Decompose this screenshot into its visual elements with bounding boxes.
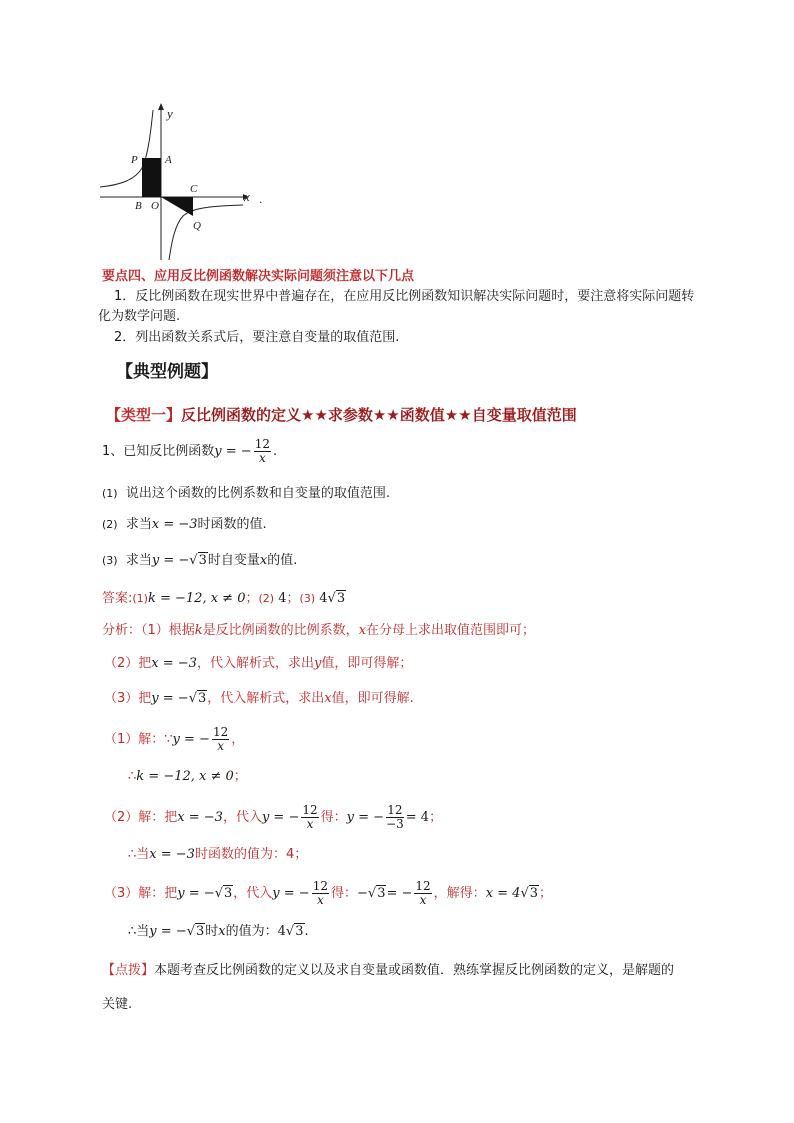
- answer-3-num: (3): [299, 592, 316, 605]
- solution-3-frac2: [414, 880, 431, 907]
- triangle-ocq: [161, 197, 193, 216]
- solution-3b-root: 3: [195, 924, 205, 939]
- solution-2-res: = 4: [405, 810, 430, 825]
- q1-frac-num: 12: [254, 437, 270, 451]
- analysis-3-x: x: [324, 691, 332, 706]
- analysis-3-post: 值，即可得解.: [331, 691, 414, 706]
- solution-3-den2: x: [419, 893, 427, 907]
- solution-3-lhs: −: [356, 886, 368, 901]
- solution-2b: [128, 846, 307, 864]
- solution-3-de: 得：: [330, 886, 357, 901]
- solution-3b-x: x: [218, 924, 226, 939]
- label-x: x: [244, 189, 250, 204]
- q1-p3-post-b: 的值.: [267, 553, 298, 568]
- solution-2-pre: （2）解：把: [104, 810, 178, 825]
- solution-3-post: ；: [539, 886, 553, 901]
- label-dot: .: [259, 193, 263, 206]
- q1-p3-math: y = −: [151, 553, 190, 568]
- analysis-1-pre: 分析：（1）根据: [102, 623, 195, 638]
- section-heading: 【典型例题】: [116, 362, 218, 382]
- solution-1-post: ，: [231, 732, 245, 747]
- answer-3-root: 3: [336, 591, 346, 606]
- solution-3-res: x = 4: [485, 886, 521, 901]
- tip-line-1: [102, 962, 674, 980]
- solution-1b-math: k = −12, x ≠ 0: [136, 769, 234, 784]
- point4-item1-line2: 化为数学问题.: [98, 309, 181, 324]
- solution-3-math: y = −: [177, 886, 215, 901]
- solution-3b-pre: ∴当: [128, 924, 150, 939]
- solution-3b-end: .: [304, 924, 309, 939]
- solution-2-post: ；: [429, 810, 443, 825]
- question-1-part-2: [102, 516, 267, 534]
- solution-2-num2: 12: [387, 803, 403, 817]
- analysis-2-math: x = −3: [151, 656, 197, 671]
- solution-3-eq: y = −: [272, 886, 310, 901]
- solution-2-math: x = −3: [177, 810, 223, 825]
- q1-p2-num: (2): [102, 518, 118, 531]
- solution-2-eq: y = −: [261, 810, 300, 825]
- label-o: O: [151, 200, 159, 212]
- solution-1-pre: （1）解：∵: [104, 732, 173, 747]
- q1-p2-pre: 求当: [125, 517, 152, 532]
- q1-dot: .: [272, 444, 278, 459]
- analysis-2-y: y: [313, 656, 322, 671]
- solution-2-eq2: y = −: [346, 810, 385, 825]
- solution-3b-val: 4: [277, 924, 286, 939]
- q1-prefix: 1、已知反比例函数: [102, 444, 215, 459]
- q1-p3-var: x: [259, 553, 268, 568]
- answer-sep-1: ；: [245, 591, 259, 606]
- analysis-1-post: 在分母上求出取值范围即可；: [366, 623, 536, 638]
- q1-p3-num: (3): [102, 554, 118, 567]
- answer-label: 答案:: [102, 591, 133, 606]
- label-q: Q: [193, 220, 201, 232]
- solution-1-math: y = −: [172, 732, 210, 747]
- solution-3-mid: ，代入: [233, 886, 273, 901]
- solution-2-frac2: [386, 804, 404, 831]
- q1-p3-pre: 求当: [125, 553, 152, 568]
- tip-line-2: 关键.: [102, 997, 133, 1012]
- label-b: B: [135, 200, 142, 212]
- analysis-line-2: [104, 655, 412, 673]
- type1-bracket: 【类型一】: [106, 406, 182, 424]
- solution-2b-math: x = −3: [149, 847, 195, 862]
- solution-2-de: 得：: [320, 810, 347, 825]
- q1-frac-den: x: [258, 451, 266, 465]
- solution-3: （3）解：把y = −√3，代入y = − $\frac{12}{x}$ 得：−√3= − $\frac{12}{x}$ ，解得：x = 4√3；: [104, 879, 553, 907]
- solution-2-frac: [301, 804, 318, 831]
- point4-title: 要点四、应用反比例函数解决实际问题须注意以下几点: [102, 269, 415, 284]
- solution-1b: [128, 768, 247, 786]
- label-c: C: [190, 183, 198, 195]
- analysis-3-root: 3: [197, 691, 207, 706]
- answer-2-num: (2): [258, 592, 275, 605]
- analysis-1-mid: 是反比例函数的比例系数，: [202, 623, 359, 638]
- hyperbola-branch-lower-right: [169, 205, 243, 260]
- solution-3-rroot: 3: [529, 886, 539, 901]
- point4-item2: 2．列出函数关系式后，要注意自变量的取值范围.: [114, 330, 400, 345]
- solution-3-den: x: [316, 893, 324, 907]
- solution-2b-post: 时函数的值为：4；: [194, 847, 308, 862]
- solution-1-frac: [212, 726, 229, 753]
- analysis-1-x: x: [358, 623, 367, 638]
- hyperbola-figure: [95, 100, 270, 265]
- answer-2-val: 4: [278, 591, 287, 606]
- answer-3-coef: 4: [319, 591, 328, 606]
- answer-1-num: (1): [132, 592, 148, 605]
- q1-p3-post-a: 时自变量: [207, 553, 260, 568]
- q1-p2-math: x = −3: [151, 517, 198, 532]
- solution-2-num: 12: [302, 803, 318, 817]
- solution-3-frac: [312, 880, 329, 907]
- q1-p1-text: 说出这个函数的比例系数和自变量的取值范围.: [125, 486, 390, 501]
- q1-p2-post: 时函数的值.: [197, 517, 267, 532]
- solution-1-num: 12: [212, 725, 229, 739]
- type1-text: 反比例函数的定义★★求参数★★函数值★★自变量取值范围: [181, 406, 577, 424]
- analysis-3-pre: （3）把: [104, 691, 152, 706]
- analysis-3-math: y = −: [151, 691, 189, 706]
- type1-title: [106, 404, 577, 425]
- solution-3b-math: y = −: [149, 924, 187, 939]
- solution-3-pre: （3）解：把: [104, 886, 178, 901]
- answer-1-math: k = −12, x ≠ 0: [147, 591, 246, 606]
- answer-line: 答案:(1)k = −12, x ≠ 0；(2) 4；(3) 4√3: [102, 591, 346, 606]
- question-1-stem: [102, 438, 277, 465]
- solution-3b-vroot: 3: [295, 924, 304, 939]
- solution-1-den: x: [217, 739, 224, 753]
- tip-text-1: 本题考查反比例函数的定义以及求自变量或函数值．熟练掌握反比例函数的定义，是解题的: [154, 963, 675, 978]
- analysis-2-post: 值，即可得解；: [321, 656, 413, 671]
- solution-3-root: 3: [223, 886, 233, 901]
- solution-2b-pre: ∴当: [128, 847, 150, 862]
- solution-3b-post: 的值为：: [225, 924, 278, 939]
- solution-3-num2: 12: [415, 879, 431, 893]
- solution-1b-pre: ∴: [128, 769, 137, 784]
- analysis-3-mid: ，代入解析式，求出: [207, 691, 325, 706]
- answer-sep-2: ；: [286, 591, 300, 606]
- solution-3b-mid: 时: [205, 924, 219, 939]
- y-axis-arrow: [158, 103, 164, 110]
- q1-fraction: [254, 438, 271, 465]
- analysis-line-3: （3）把y = −√3，代入解析式，求出x值，即可得解.: [104, 691, 414, 706]
- question-1-part-1: [102, 485, 390, 503]
- point4-item1-line1: 1．反比例函数在现实世界中普遍存在，在应用反比例函数知识解决实际问题时，要注意将实际问题转: [114, 289, 695, 304]
- analysis-2-mid: ，代入解析式，求出: [196, 656, 314, 671]
- solution-3b: ∴当y = −√3时x的值为：4√3.: [128, 924, 309, 939]
- solution-2: [104, 804, 442, 831]
- label-a: A: [165, 154, 172, 166]
- analysis-1-k: k: [194, 623, 203, 638]
- analysis-2-pre: （2）把: [104, 656, 152, 671]
- rectangle-pboa: [142, 158, 161, 197]
- solution-2-den2: −3: [386, 817, 404, 831]
- q1-p3-root: 3: [198, 553, 207, 568]
- solution-3-num: 12: [312, 879, 328, 893]
- tip-label: 【点拨】: [102, 963, 155, 978]
- solution-1b-post: ；: [233, 769, 247, 784]
- label-y: y: [167, 106, 173, 121]
- label-p: P: [131, 154, 138, 166]
- q1-eq-left: y = −: [214, 444, 252, 459]
- solution-2-mid: ，代入: [222, 810, 262, 825]
- q1-p1-num: (1): [102, 487, 118, 500]
- analysis-line-1: [102, 622, 535, 640]
- solution-3-lroot: 3: [377, 886, 386, 901]
- solution-3-solve: ，解得：: [433, 886, 486, 901]
- question-1-part-3: (3) 求当y = −√3时自变量x的值.: [102, 553, 298, 568]
- solution-3-eq2: = −: [386, 886, 413, 901]
- solution-1: [104, 726, 244, 753]
- solution-2-den: x: [306, 817, 314, 831]
